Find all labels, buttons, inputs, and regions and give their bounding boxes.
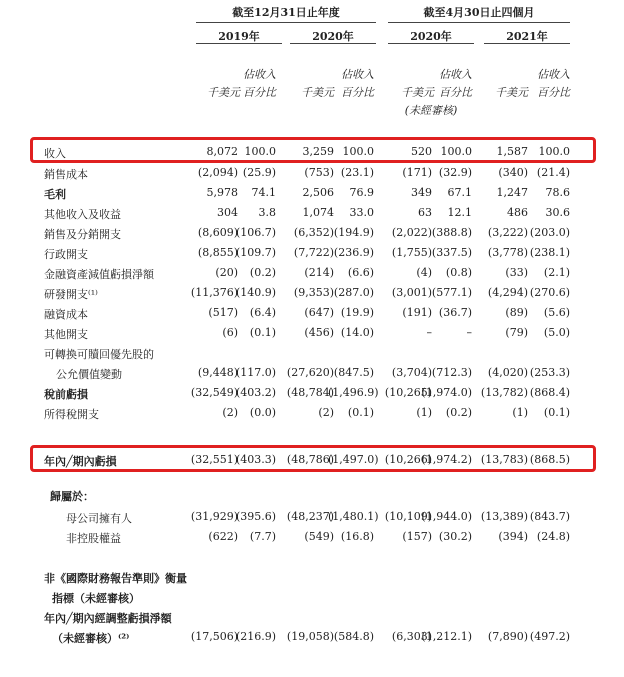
cell-value: (1,496.9)	[328, 386, 379, 399]
cell-value: 3,259	[302, 145, 334, 158]
row-label: 其他開支	[44, 328, 88, 341]
cell-value: (6,303)	[391, 630, 432, 643]
table-row	[0, 264, 624, 282]
cell-value: (753)	[304, 166, 334, 179]
cell-value: (23.1)	[340, 166, 374, 179]
cell-value: (270.6)	[529, 286, 570, 299]
cell-value: (3,704)	[391, 366, 432, 379]
pct-label-line2: 百分比	[243, 86, 276, 99]
cell-value: (340)	[498, 166, 528, 179]
cell-value: 304	[217, 206, 238, 219]
cell-value: (1,944.0)	[421, 510, 472, 523]
cell-value: (517)	[208, 306, 238, 319]
cell-value: (2,022)	[391, 226, 432, 239]
year-header-2019: 2019年	[218, 30, 260, 43]
cell-value: (17,506)	[190, 630, 238, 643]
unaudited-label: (未經審核)	[404, 104, 458, 117]
cell-value: (106.7)	[236, 226, 277, 239]
cell-value: (2.1)	[543, 266, 570, 279]
cell-value: (7,722)	[293, 246, 334, 259]
cell-value: 520	[411, 145, 432, 158]
cell-value: 12.1	[447, 206, 472, 219]
cell-value: 30.6	[545, 206, 570, 219]
cell-value: (33)	[505, 266, 528, 279]
cell-value: 486	[507, 206, 528, 219]
row-label: 金融資產減值虧損淨額	[44, 268, 154, 281]
cell-value: (32.9)	[438, 166, 472, 179]
cell-value: –	[426, 326, 432, 339]
table-row	[0, 164, 624, 182]
highlight-box-loss	[30, 445, 596, 472]
cell-value: (11,376)	[190, 286, 238, 299]
cell-value: (394)	[498, 530, 528, 543]
cell-value: (10,265)	[384, 386, 432, 399]
cell-value: (214)	[304, 266, 334, 279]
cell-value: (1,480.1)	[328, 510, 379, 523]
cell-value: (5.6)	[543, 306, 570, 319]
cell-value: 1,247	[496, 186, 528, 199]
cell-value: (868.4)	[529, 386, 570, 399]
cell-value: (13,783)	[480, 453, 528, 466]
cell-value: (2,094)	[197, 166, 238, 179]
pct-label-line2: 百分比	[537, 86, 570, 99]
cell-value: (5.0)	[543, 326, 570, 339]
cell-value: (191)	[402, 306, 432, 319]
cell-value: 100.0	[342, 145, 374, 158]
pct-label-line1: 佔收入	[341, 68, 374, 81]
divider	[388, 22, 570, 23]
cell-value: 8,072	[206, 145, 238, 158]
cell-value: (1,497.0)	[328, 453, 379, 466]
cell-value: (403.3)	[236, 453, 277, 466]
cell-value: (117.0)	[236, 366, 277, 379]
cell-value: (253.3)	[529, 366, 570, 379]
cell-value: (847.5)	[333, 366, 374, 379]
cell-value: (1,974.0)	[421, 386, 472, 399]
cell-value: (0.0)	[249, 406, 276, 419]
row-label: 稅前虧損	[44, 388, 88, 401]
cell-value: (0.8)	[445, 266, 472, 279]
cell-value: (868.5)	[529, 453, 570, 466]
cell-value: (1,755)	[391, 246, 432, 259]
cell-value: 33.0	[349, 206, 374, 219]
cell-value: (388.8)	[431, 226, 472, 239]
cell-value: (21.4)	[536, 166, 570, 179]
table-row	[0, 508, 624, 526]
cell-value: (584.8)	[333, 630, 374, 643]
cell-value: (236.9)	[333, 246, 374, 259]
row-label: 毛利	[44, 188, 66, 201]
cell-value: (1,212.1)	[421, 630, 472, 643]
cell-value: (216.9)	[236, 630, 277, 643]
row-label: 銷售及分銷開支	[44, 228, 121, 241]
cell-value: (0.1)	[249, 326, 276, 339]
table-row	[0, 528, 624, 546]
row-label: 收入	[44, 147, 66, 160]
cell-value: (456)	[304, 326, 334, 339]
pct-label-line2: 百分比	[341, 86, 374, 99]
row-label: （未經審核）⁽²⁾	[52, 632, 130, 645]
cell-value: (89)	[505, 306, 528, 319]
pct-label-line1: 佔收入	[243, 68, 276, 81]
cell-value: (3,778)	[487, 246, 528, 259]
row-label: 母公司擁有人	[66, 512, 132, 525]
cell-value: (2)	[222, 406, 238, 419]
cell-value: (194.9)	[333, 226, 374, 239]
cell-value: (8,609)	[197, 226, 238, 239]
cell-value: (395.6)	[236, 510, 277, 523]
cell-value: 78.6	[545, 186, 570, 199]
cell-value: (157)	[402, 530, 432, 543]
cell-value: (16.8)	[340, 530, 374, 543]
cell-value: (13,389)	[480, 510, 528, 523]
row-label: 融資成本	[44, 308, 88, 321]
cell-value: 100.0	[244, 145, 276, 158]
table-row	[0, 224, 624, 242]
year-header-2021: 2021年	[506, 30, 548, 43]
row-label: 公允價值變動	[56, 368, 122, 381]
cell-value: (31,929)	[190, 510, 238, 523]
cell-value: (4)	[416, 266, 432, 279]
pct-label-line2: 百分比	[439, 86, 472, 99]
cell-value: (622)	[208, 530, 238, 543]
cell-value: (9,448)	[197, 366, 238, 379]
cell-value: (140.9)	[236, 286, 277, 299]
cell-value: (1,974.2)	[421, 453, 472, 466]
cell-value: (32,551)	[190, 453, 238, 466]
period-annual-header: 截至12月31日止年度	[232, 6, 340, 19]
cell-value: (0.2)	[445, 406, 472, 419]
cell-value: (287.0)	[333, 286, 374, 299]
cell-value: (1)	[512, 406, 528, 419]
table-row	[0, 384, 624, 402]
cell-value: (19.9)	[340, 306, 374, 319]
cell-value: (19,058)	[286, 630, 334, 643]
cell-value: 1,587	[496, 145, 528, 158]
cell-value: (843.7)	[529, 510, 570, 523]
cell-value: –	[466, 326, 472, 339]
cell-value: 63	[418, 206, 432, 219]
cell-value: (8,855)	[197, 246, 238, 259]
row-label: 年內╱期內經調整虧損淨額	[44, 612, 172, 625]
cell-value: (403.2)	[236, 386, 277, 399]
highlight-box-revenue	[30, 137, 596, 163]
unit-label: 千美元	[495, 86, 528, 99]
cell-value: (497.2)	[529, 630, 570, 643]
cell-value: (3,001)	[391, 286, 432, 299]
row-label: 研發開支⁽¹⁾	[44, 288, 98, 301]
unit-label: 千美元	[401, 86, 434, 99]
table-row	[0, 244, 624, 262]
cell-value: (48,786)	[286, 453, 334, 466]
table-row	[0, 628, 624, 646]
cell-value: 100.0	[538, 145, 570, 158]
cell-value: (1)	[416, 406, 432, 419]
row-label: 非控股權益	[66, 532, 121, 545]
cell-value: (7.7)	[249, 530, 276, 543]
cell-value: (13,782)	[480, 386, 528, 399]
table-row	[0, 608, 624, 626]
cell-value: 76.9	[349, 186, 374, 199]
cell-value: (10,109)	[384, 510, 432, 523]
table-row	[0, 364, 624, 382]
cell-value: (577.1)	[431, 286, 472, 299]
cell-value: 3.8	[258, 206, 276, 219]
cell-value: 2,506	[302, 186, 334, 199]
cell-value: 5,978	[206, 186, 238, 199]
cell-value: (203.0)	[529, 226, 570, 239]
unit-label: 千美元	[301, 86, 334, 99]
cell-value: (79)	[505, 326, 528, 339]
table-row	[0, 568, 624, 586]
cell-value: (20)	[215, 266, 238, 279]
cell-value: (6,352)	[293, 226, 334, 239]
row-label: 指標（未經審核）	[52, 592, 140, 605]
table-row	[0, 404, 624, 422]
cell-value: 349	[411, 186, 432, 199]
row-label: 歸屬於：	[50, 490, 94, 503]
period-interim-header: 截至4月30日止四個月	[423, 6, 535, 19]
cell-value: (0.1)	[543, 406, 570, 419]
cell-value: (24.8)	[536, 530, 570, 543]
row-label: 銷售成本	[44, 168, 88, 181]
table-row	[0, 184, 624, 202]
cell-value: (109.7)	[236, 246, 277, 259]
divider	[290, 43, 376, 44]
cell-value: (4,020)	[487, 366, 528, 379]
pct-label-line1: 佔收入	[439, 68, 472, 81]
divider	[388, 43, 474, 44]
unit-label: 千美元	[207, 86, 240, 99]
cell-value: (2)	[318, 406, 334, 419]
row-label: 所得稅開支	[44, 408, 99, 421]
row-label: 年內╱期內虧損	[44, 455, 117, 468]
cell-value: (647)	[304, 306, 334, 319]
cell-value: (30.2)	[438, 530, 472, 543]
divider	[196, 22, 376, 23]
cell-value: (337.5)	[431, 246, 472, 259]
cell-value: 1,074	[302, 206, 334, 219]
cell-value: 100.0	[440, 145, 472, 158]
cell-value: (171)	[402, 166, 432, 179]
year-header-2020-interim: 2020年	[410, 30, 452, 43]
cell-value: (48,237)	[286, 510, 334, 523]
divider	[484, 43, 570, 44]
cell-value: 74.1	[251, 186, 276, 199]
row-label: 其他收入及收益	[44, 208, 121, 221]
cell-value: (27,620)	[286, 366, 334, 379]
cell-value: (3,222)	[487, 226, 528, 239]
cell-value: (6.6)	[347, 266, 374, 279]
table-row	[0, 324, 624, 342]
cell-value: (14.0)	[340, 326, 374, 339]
cell-value: (9,353)	[293, 286, 334, 299]
cell-value: (0.2)	[249, 266, 276, 279]
cell-value: (25.9)	[242, 166, 276, 179]
pct-label-line1: 佔收入	[537, 68, 570, 81]
cell-value: (6.4)	[249, 306, 276, 319]
divider	[196, 43, 282, 44]
cell-value: (238.1)	[529, 246, 570, 259]
cell-value: (7,890)	[487, 630, 528, 643]
row-label: 行政開支	[44, 248, 88, 261]
table-row	[0, 486, 624, 504]
cell-value: (48,784)	[286, 386, 334, 399]
row-label: 可轉換可贖回優先股的	[44, 348, 154, 361]
cell-value: (32,549)	[190, 386, 238, 399]
table-row	[0, 588, 624, 606]
cell-value: (712.3)	[431, 366, 472, 379]
row-label: 非《國際財務報告準則》衡量	[44, 572, 187, 585]
table-row	[0, 284, 624, 302]
table-row	[0, 304, 624, 322]
cell-value: (6)	[222, 326, 238, 339]
cell-value: (0.1)	[347, 406, 374, 419]
cell-value: (549)	[304, 530, 334, 543]
cell-value: (36.7)	[438, 306, 472, 319]
cell-value: (10,266)	[384, 453, 432, 466]
table-row	[0, 204, 624, 222]
table-row	[0, 344, 624, 362]
year-header-2020: 2020年	[312, 30, 354, 43]
cell-value: 67.1	[447, 186, 472, 199]
cell-value: (4,294)	[487, 286, 528, 299]
